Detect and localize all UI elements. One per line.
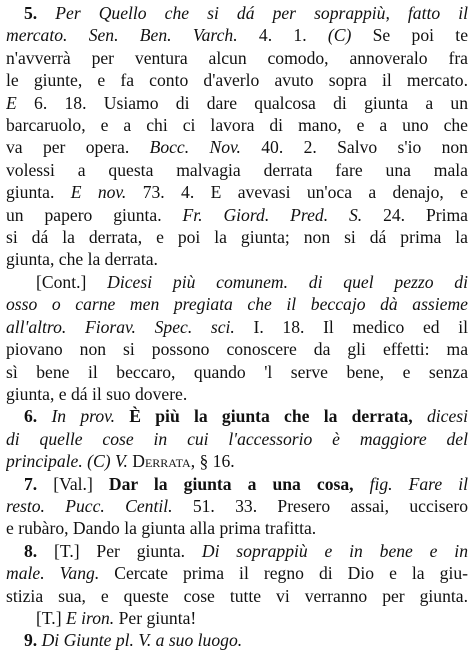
- text-run: [T.]: [36, 607, 66, 628]
- text-run: [413, 406, 427, 426]
- text-run: E iron.: [65, 607, 115, 628]
- text-run: 7.: [24, 473, 54, 494]
- text-run: [T.] Per giunta.: [54, 540, 202, 561]
- text-run: piovano non si possono conoscere da gli effetti: ma: [6, 339, 468, 360]
- text-run: E nov.: [70, 182, 127, 203]
- text-run: mercato.: [6, 25, 68, 46]
- text-run: 24. Prima: [362, 204, 468, 225]
- text-line: [6, 159, 468, 181]
- text-run: (C) V.: [87, 451, 128, 472]
- text-run: Per Quello che si dá per soprappiù, fatto il: [55, 3, 468, 23]
- text-run: fig. Fare il: [369, 473, 468, 494]
- text-line: [6, 540, 468, 562]
- text-line: [6, 629, 468, 651]
- text-run: 73. 4. E avevasi un'oca a denajo, e: [126, 182, 468, 203]
- text-line: [6, 428, 468, 450]
- text-run: Bocc. Nov.: [149, 137, 241, 158]
- text-run: I. 18. Il medico ed il: [234, 316, 468, 337]
- text-run: stizia sua, e queste cose tutte vi verranno per giunta.: [6, 585, 468, 606]
- text-run: [67, 25, 88, 45]
- text-run: all'altro. Fiorav. Spec. sci.: [6, 316, 235, 337]
- text-line: [6, 114, 468, 136]
- text-run: Per giunta!: [114, 607, 197, 628]
- text-run: [37, 3, 55, 23]
- text-line: [6, 47, 468, 69]
- text-run: Sen. Ben. Varch.: [88, 25, 238, 46]
- text-run: [Cont.]: [36, 271, 108, 292]
- text-line: [6, 2, 468, 24]
- text-run: È più la giunta che la derrata,: [129, 406, 413, 427]
- text-run: resto. Pucc. Centil.: [6, 495, 173, 516]
- text-run: le giunte, e fa conto d'averlo avuto sopra il mercato.: [6, 70, 468, 91]
- text-run: giunta, che la derrata.: [6, 249, 158, 270]
- text-run: In prov.: [51, 406, 116, 427]
- text-run: 6. 18. Usiamo di dare qualcosa di giunta a un: [16, 92, 468, 113]
- text-run: di quelle cose in cui l'accessorio è maggiore del: [6, 428, 468, 449]
- text-line: [6, 338, 468, 360]
- text-run: Dar la giunta a una cosa,: [108, 473, 354, 494]
- text-line: [6, 607, 468, 629]
- text-run: Se poi te: [351, 25, 468, 46]
- text-run: , § 16.: [190, 451, 235, 472]
- text-run: 4. 1.: [237, 25, 328, 46]
- text-line: [6, 226, 468, 248]
- text-run: giunta.: [6, 182, 71, 203]
- text-line: [6, 92, 468, 114]
- text-run: (C): [327, 25, 352, 46]
- text-run: barcaruolo, e a chi ci lavora di mano, e a uno che: [6, 115, 468, 136]
- text-line: [6, 136, 468, 158]
- text-run: Cercate prima il regno di Dio e la giu-: [99, 563, 468, 584]
- text-run: n'avverrà per ventura alcun comodo, annoveralo fra: [6, 47, 468, 68]
- text-run: volessi a questa malvagia derrata fare una mala: [6, 159, 468, 180]
- text-line: [6, 495, 468, 517]
- text-line: [6, 69, 468, 91]
- text-run: [Val.]: [53, 473, 109, 494]
- text-run: [115, 406, 129, 426]
- text-line: [6, 562, 468, 584]
- text-run: Derrata: [132, 451, 191, 472]
- text-run: osso o carne men pregiata che il beccajo dà assieme: [6, 294, 468, 315]
- text-line: [6, 405, 468, 427]
- text-run: 5.: [24, 3, 38, 23]
- text-run: un papero giunta.: [6, 204, 183, 225]
- text-run: 8.: [24, 540, 55, 561]
- text-line: [6, 24, 468, 46]
- text-line: [6, 271, 468, 293]
- text-line: [6, 450, 468, 472]
- text-run: dicesi: [426, 406, 468, 427]
- text-line: [6, 248, 468, 270]
- text-run: Fr. Giord. Pred. S.: [182, 204, 363, 225]
- text-line: [6, 473, 468, 495]
- text-run: E: [6, 92, 17, 113]
- text-run: Di Giunte pl. V. a suo luogo.: [41, 630, 243, 651]
- text-line: [6, 293, 468, 315]
- text-run: giunta, e dá il suo dovere.: [6, 383, 188, 404]
- text-run: [354, 474, 370, 494]
- text-run: male. Vang.: [6, 563, 100, 584]
- text-run: e rubàro, Dando la giunta alla prima trafitta.: [6, 518, 317, 539]
- text-line: [6, 204, 468, 226]
- text-line: [6, 383, 468, 405]
- text-run: sì bene il beccaro, quando 'l serve bene, e senza: [6, 361, 468, 382]
- text-line: [6, 517, 468, 539]
- text-line: [6, 361, 468, 383]
- text-run: Di soprappiù e in bene e in: [201, 540, 468, 561]
- text-run: 40. 2. Salvo s'io non: [240, 137, 468, 158]
- text-run: 6.: [24, 406, 52, 427]
- text-run: va per opera.: [6, 137, 150, 158]
- text-run: si dá la derrata, e poi la giunta; non si dá prima la: [6, 227, 468, 248]
- text-run: 51. 33. Presero assai, uccisero: [172, 495, 468, 516]
- text-line: [6, 181, 468, 203]
- text-run: Dicesi più comunem. di quel pezzo di: [107, 271, 468, 292]
- text-line: [6, 316, 468, 338]
- text-run: principale.: [6, 451, 83, 472]
- text-line: [6, 585, 468, 607]
- text-run: 9.: [24, 630, 42, 651]
